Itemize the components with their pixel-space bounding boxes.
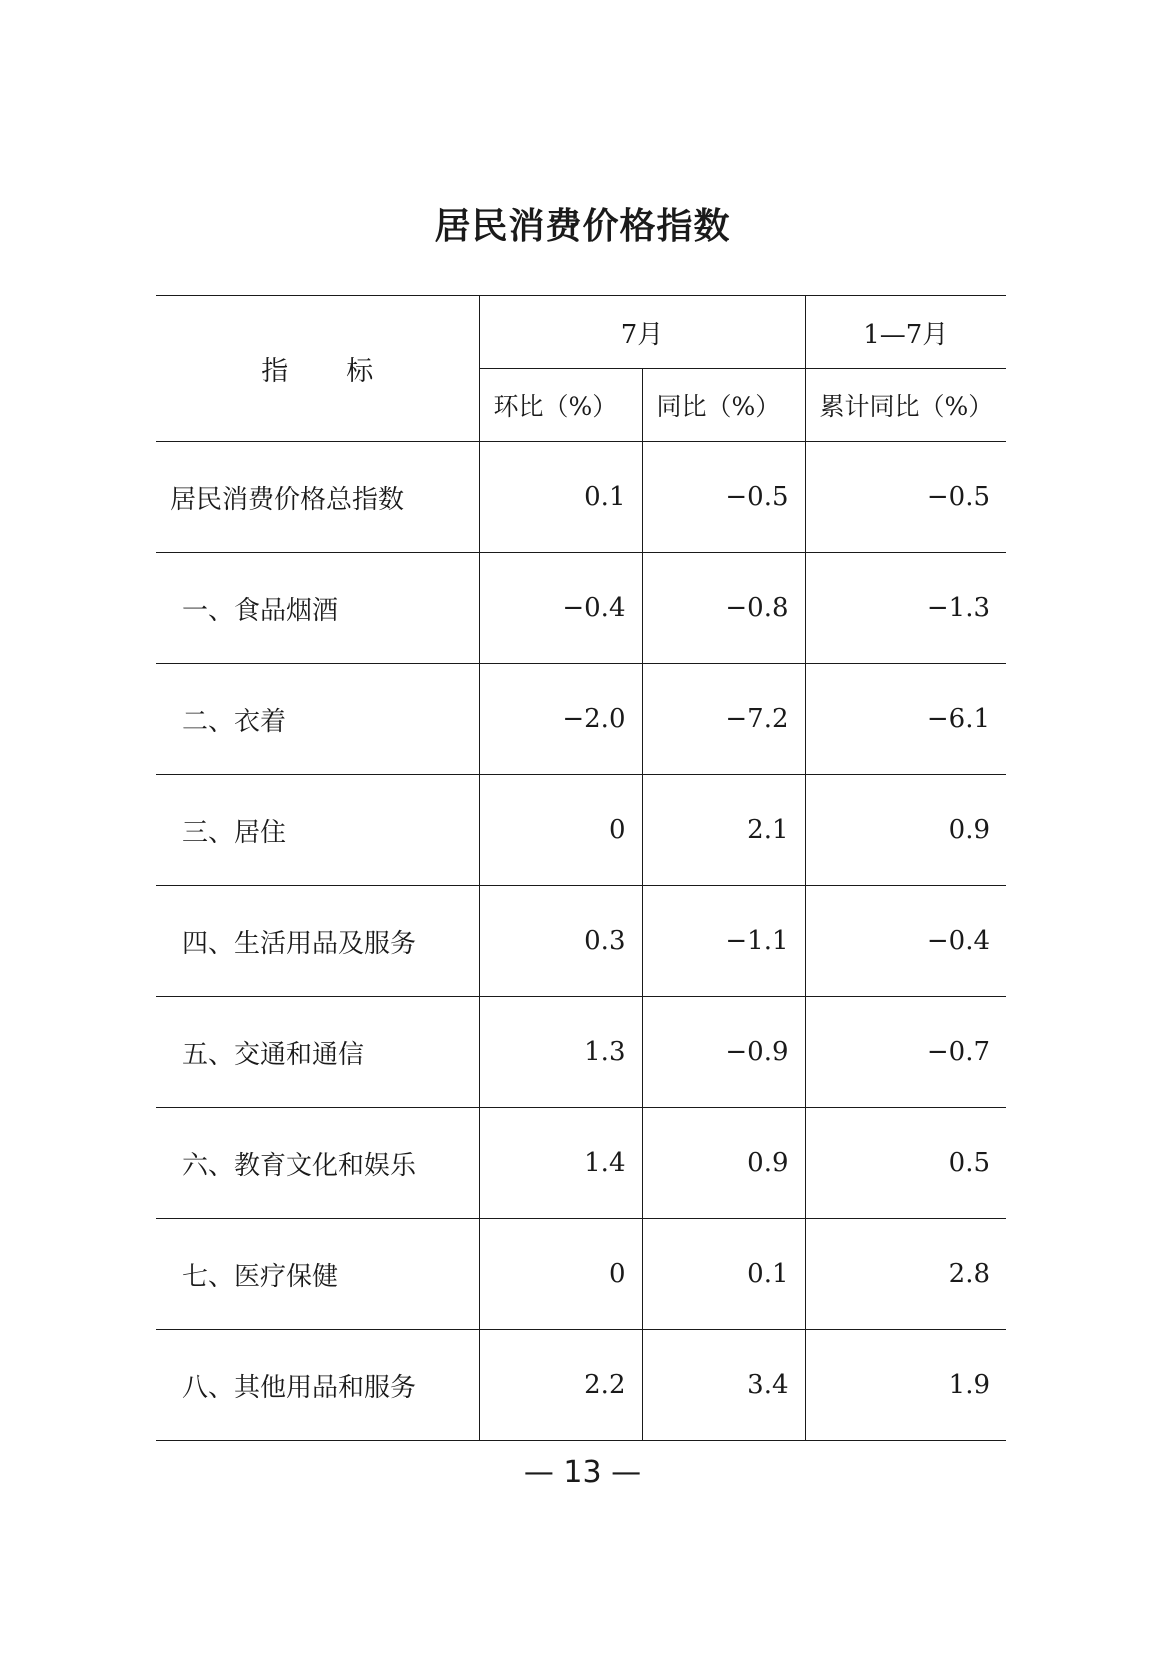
header-group-month: 7月	[479, 296, 805, 369]
cell-mom: 0	[479, 775, 642, 886]
cell-cum-yoy: 0.9	[805, 775, 1006, 886]
cell-mom: 0.1	[479, 442, 642, 553]
row-label: 六、教育文化和娱乐	[156, 1108, 479, 1219]
cell-mom: −0.4	[479, 553, 642, 664]
cell-yoy: −0.9	[642, 997, 805, 1108]
table-row	[156, 442, 1006, 553]
table-row	[156, 1330, 1006, 1441]
header-yoy: 同比（%）	[642, 369, 805, 442]
cell-yoy: −7.2	[642, 664, 805, 775]
table-row	[156, 1219, 1006, 1330]
header-mom: 环比（%）	[479, 369, 642, 442]
table-body	[156, 442, 1006, 1441]
cell-yoy: 3.4	[642, 1330, 805, 1441]
header-indicator-part2: 标	[346, 356, 374, 387]
cell-yoy: 2.1	[642, 775, 805, 886]
row-label: 一、食品烟酒	[156, 553, 479, 664]
cell-mom: 1.3	[479, 997, 642, 1108]
header-group-cumulative: 1—7月	[805, 296, 1006, 369]
cell-yoy: −0.5	[642, 442, 805, 553]
page-number: — 13 —	[523, 1455, 642, 1490]
cell-cum-yoy: −0.5	[805, 442, 1006, 553]
row-label: 八、其他用品和服务	[156, 1330, 479, 1441]
row-label: 居民消费价格总指数	[156, 442, 479, 553]
cell-cum-yoy: 1.9	[805, 1330, 1006, 1441]
table-row	[156, 775, 1006, 886]
row-label: 五、交通和通信	[156, 997, 479, 1108]
row-label: 七、医疗保健	[156, 1219, 479, 1330]
table-row	[156, 664, 1006, 775]
header-indicator	[156, 296, 479, 442]
cell-mom: 2.2	[479, 1330, 642, 1441]
cell-cum-yoy: −0.4	[805, 886, 1006, 997]
table-row	[156, 997, 1006, 1108]
cell-yoy: −1.1	[642, 886, 805, 997]
row-label: 四、生活用品及服务	[156, 886, 479, 997]
cell-yoy: −0.8	[642, 553, 805, 664]
header-row-groups	[156, 296, 1006, 369]
cell-cum-yoy: 2.8	[805, 1219, 1006, 1330]
row-label: 三、居住	[156, 775, 479, 886]
cell-yoy: 0.9	[642, 1108, 805, 1219]
cell-yoy: 0.1	[642, 1219, 805, 1330]
cell-cum-yoy: −1.3	[805, 553, 1006, 664]
cell-cum-yoy: −6.1	[805, 664, 1006, 775]
cpi-table	[156, 295, 1006, 1441]
cell-mom: 1.4	[479, 1108, 642, 1219]
row-label: 二、衣着	[156, 664, 479, 775]
cell-mom: 0.3	[479, 886, 642, 997]
page-title: 居民消费价格指数	[434, 206, 731, 247]
cell-mom: −2.0	[479, 664, 642, 775]
cell-cum-yoy: 0.5	[805, 1108, 1006, 1219]
header-cum-yoy: 累计同比（%）	[805, 369, 1006, 442]
table-row	[156, 553, 1006, 664]
cell-mom: 0	[479, 1219, 642, 1330]
table-row	[156, 1108, 1006, 1219]
header-indicator-part1: 指	[261, 356, 289, 387]
cell-cum-yoy: −0.7	[805, 997, 1006, 1108]
table-row	[156, 886, 1006, 997]
